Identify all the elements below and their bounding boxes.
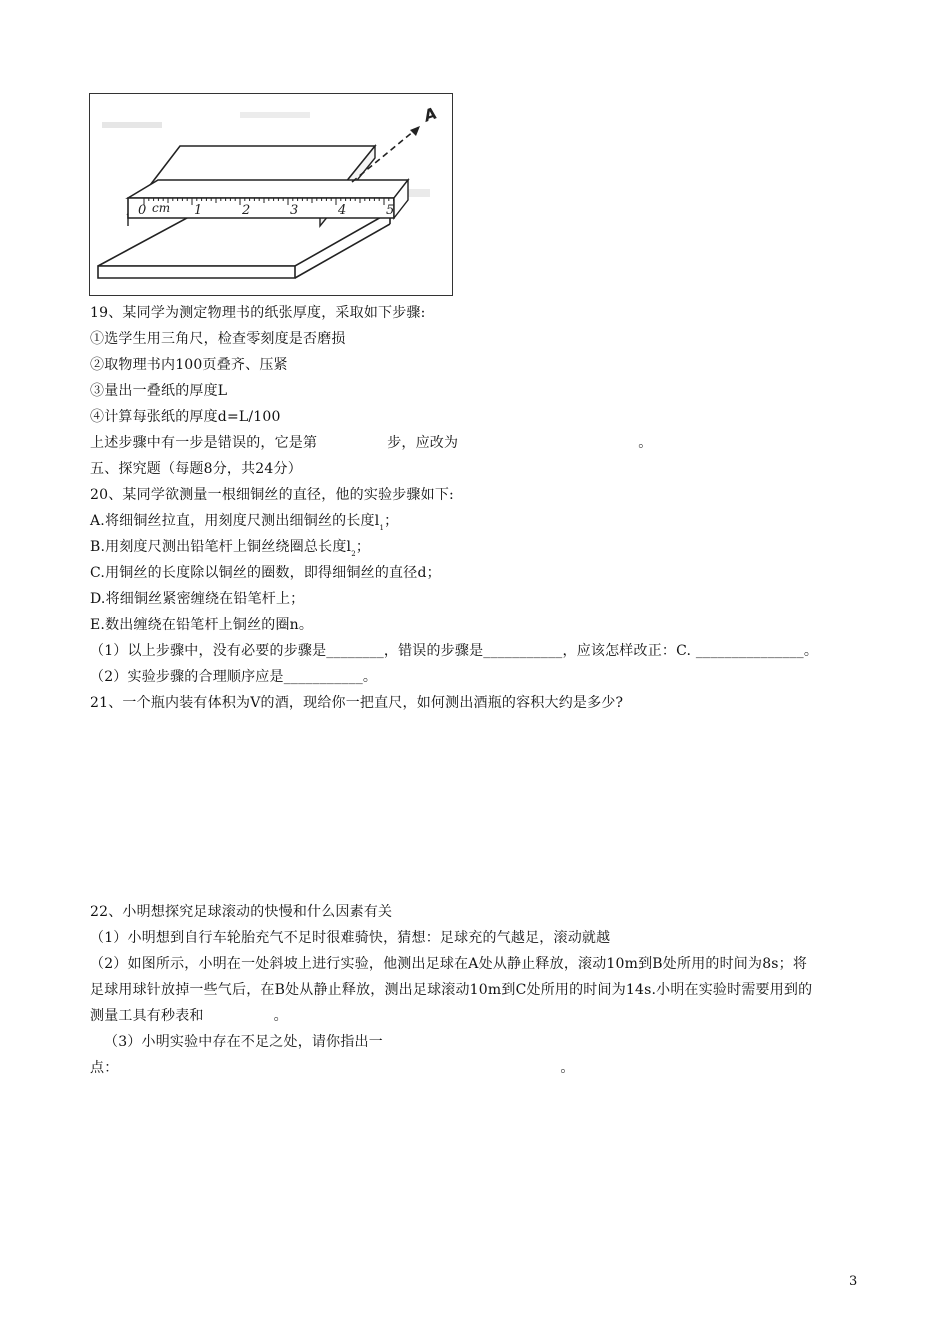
q19-question-end: 。 — [638, 435, 653, 451]
q19-step-3: ③量出一叠纸的厚度L — [90, 383, 228, 399]
ruler-tick-label: 0 — [138, 203, 147, 218]
q21-stem: 21、一个瓶内装有体积为V的酒，现给你一把直尺，如何测出酒瓶的容积大约是多少? — [90, 695, 624, 711]
q19-step-4: ④计算每张纸的厚度d=L/100 — [90, 409, 281, 425]
q22-part-2-end: 。 — [273, 1008, 288, 1024]
q20-step-b-subscript: 2 — [351, 550, 356, 558]
q19-question — [90, 434, 652, 452]
q20-part-1: （1）以上步骤中，没有必要的步骤是________，错误的步骤是___________，应该怎样改正：C. _______________。 — [90, 643, 819, 659]
q19-step-2: ②取物理书内100页叠齐、压紧 — [90, 357, 288, 373]
ruler-tick-label: 2 — [242, 203, 251, 218]
ruler-book-drawing — [90, 94, 452, 295]
page-number: 3 — [849, 1274, 858, 1289]
q22-part-3-text: 点： — [90, 1060, 119, 1076]
ruler-tick-label: 1 — [194, 203, 203, 218]
q19-step-1: ①选学生用三角尺，检查零刻度是否磨损 — [90, 331, 346, 347]
q22-part-2-line-3 — [90, 1007, 288, 1025]
q20-stem: 20、某同学欲测量一根细铜丝的直径，他的实验步骤如下: — [90, 487, 454, 503]
q20-step-a-text: A.将细铜丝拉直，用刻度尺测出细铜丝的长度l — [90, 513, 380, 529]
q22-part-3-end: 。 — [560, 1060, 575, 1076]
ruler-tick-label: 4 — [338, 203, 347, 218]
q20-step-a — [90, 512, 398, 532]
q22-part-2-line-2: 足球用球针放掉一些气后，在B处从静止释放，测出足球滚动10m到C处所用的时间为14s.小明在实验时需要用到的 — [90, 982, 813, 998]
q20-step-b-end: ； — [355, 539, 371, 555]
ruler-tick-label: 5 — [386, 203, 395, 218]
q20-part-2: （2）实验步骤的合理顺序应是___________。 — [90, 669, 378, 685]
ruler-tick-label: 3 — [290, 203, 299, 218]
q19-question-b: 步，应改为 — [387, 435, 459, 451]
q22-part-3-line-2 — [90, 1059, 575, 1077]
q22-part-1: （1）小明想到自行车轮胎充气不足时很难骑快，猜想：足球充的气越足，滚动就越 — [90, 930, 611, 946]
q19-question-a: 上述步骤中有一步是错误的，它是第 — [90, 435, 318, 451]
q20-step-a-subscript: 1 — [379, 524, 385, 532]
q20-step-a-end: ； — [384, 513, 399, 529]
q20-step-c: C.用铜丝的长度除以铜丝的圈数，即得细铜丝的直径d； — [90, 565, 441, 581]
section-five-heading: 五、探究题（每题8分，共24分） — [90, 461, 302, 477]
q20-step-d: D.将细铜丝紧密缠绕在铅笔杆上； — [90, 591, 305, 607]
q19-stem: 19、某同学为测定物理书的纸张厚度，采取如下步骤: — [90, 305, 426, 321]
pointer-label: A — [421, 103, 440, 126]
q20-step-e: E.数出缠绕在铅笔杆上铜丝的圈n。 — [90, 617, 314, 633]
ruler-unit-label: cm — [152, 201, 171, 215]
q20-step-b — [90, 538, 370, 558]
q22-part-2-text: 测量工具有秒表和 — [90, 1008, 204, 1024]
ruler-book-figure — [89, 93, 453, 296]
q20-step-b-text: B.用刻度尺测出铅笔杆上铜丝绕圈总长度l — [90, 539, 352, 555]
q22-part-3-line-1: （3）小明实验中存在不足之处，请你指出一 — [104, 1034, 383, 1050]
q22-part-2-line-1: （2）如图所示，小明在一处斜坡上进行实验，他测出足球在A处从静止释放，滚动10m到B处所用的时间为8s；将 — [90, 956, 808, 972]
q22-stem: 22、小明想探究足球滚动的快慢和什么因素有关 — [90, 904, 393, 920]
